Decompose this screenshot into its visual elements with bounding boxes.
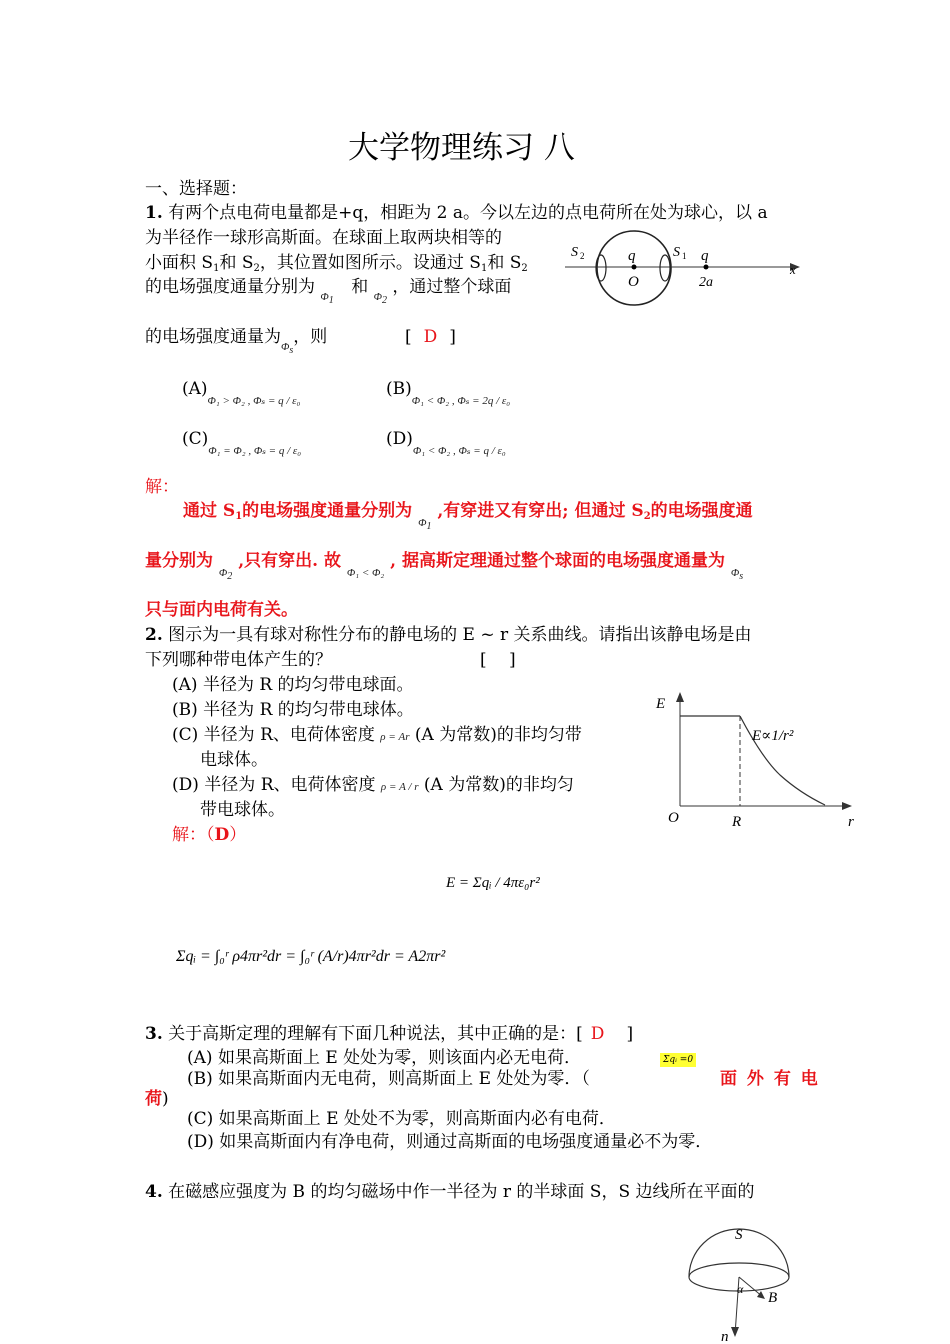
q2-option-b: (B) 半径为 R 的均匀带电球体。 bbox=[172, 700, 414, 720]
q3-option-b-cont: 荷) bbox=[145, 1089, 169, 1109]
svg-text:E: E bbox=[656, 696, 666, 712]
q3-option-c: (C) 如果高斯面上 E 处处不为零，则高斯面内必有电荷． bbox=[187, 1109, 616, 1129]
q2-option-a: (A) 半径为 R 的均匀带电球面。 bbox=[172, 675, 414, 695]
q2-line2: 下列哪种带电体产生的？ bbox=[145, 650, 332, 670]
svg-text:E∝1/r²: E∝1/r² bbox=[752, 728, 794, 744]
formula-e: E = Σqᵢ / 4πε₀r² bbox=[446, 875, 540, 891]
q3-highlight-note: Σqᵢ =0 bbox=[660, 1046, 696, 1071]
svg-text:x: x bbox=[790, 262, 796, 277]
q2-solution: 解：（D） bbox=[172, 825, 247, 845]
svg-text:α: α bbox=[737, 1282, 744, 1296]
q1-line3: 小面积 $S_1$和 $S_2$，其位置如图所示。设通过 $S_1$和 $S_2$ bbox=[145, 253, 528, 274]
q1-solution-line2: 量分别为 $_{\Phi_2}$ ,只有穿出. 故 $_{\Phi_1 < \Phi_2}$ , 据高斯定理通过整个球面的电场强度通量为 $_{\Phi_s}$ bbox=[145, 551, 744, 582]
q3-line1: 3. 关于高斯定理的理解有下面几种说法，其中正确的是：[ D ] bbox=[145, 1024, 634, 1044]
page-title: 大学物理练习 八 bbox=[348, 130, 575, 166]
q3-option-a: (A) 如果高斯面上 E 处处为零，则该面内必无电荷． bbox=[187, 1048, 582, 1068]
q1-line2: 为半径作一球形高斯面。在球面上取两块相等的 bbox=[145, 228, 502, 248]
svg-text:1: 1 bbox=[682, 251, 687, 261]
q2-answer-bracket: [ ] bbox=[480, 650, 516, 670]
q3-option-d: (D) 如果高斯面内有净电荷，则通过高斯面的电场强度通量必不为零． bbox=[187, 1132, 713, 1152]
hemisphere-figure bbox=[675, 1215, 805, 1343]
q1-line5: 的电场强度通量为$_{\Phi_s}$，则 bbox=[145, 327, 328, 356]
q1-option-b: $(B)_{\Phi_1 < \Phi_2 , \Phi_s = 2q / \varepsilon_0}$ bbox=[386, 379, 511, 407]
svg-text:q: q bbox=[628, 248, 636, 264]
q1-text: 有两个点电荷电量都是+q，相距为 2 a。今以左边的点电荷所在处为球心，以 a bbox=[168, 203, 768, 223]
q3-option-b: (B) 如果高斯面内无电荷，则高斯面上 E 处处为零．（ bbox=[187, 1069, 590, 1089]
q1-line1 bbox=[145, 202, 768, 224]
formula-sum-q: Σqᵢ = ∫₀ʳ ρ4πr²dr = ∫₀ʳ (A/r)4πr²dr = A2πr² bbox=[176, 948, 446, 965]
q2-option-c-cont: 电球体。 bbox=[200, 750, 268, 770]
svg-text:B: B bbox=[768, 1290, 778, 1306]
svg-text:n: n bbox=[721, 1329, 729, 1343]
q2-option-d-cont: 带电球体。 bbox=[200, 800, 285, 820]
svg-text:q: q bbox=[701, 248, 709, 264]
q1-solution-line1: 通过 $S_1$的电场强度通量分别为 $_{\Phi_1}$ ,有穿进又有穿出; 但通过 $S_2$的电场强度通 bbox=[183, 501, 753, 532]
q1-answer: [ D ] bbox=[405, 327, 456, 347]
svg-text:2a: 2a bbox=[699, 275, 713, 290]
svg-text:S: S bbox=[673, 245, 680, 260]
section-heading: 一、选择题： bbox=[145, 179, 247, 199]
q4-line1: 4. 在磁感应强度为 B 的均匀磁场中作一半径为 r 的半球面 S，S 边线所在平面的 bbox=[145, 1182, 755, 1202]
q1-option-a: $(A)_{\Phi_1 > \Phi_2 , \Phi_s = q / \varepsilon_0}$ bbox=[182, 379, 301, 407]
q2-option-c: (C) 半径为 R、电荷体密度 ρ = Ar (A 为常数)的非均匀带 bbox=[172, 725, 582, 745]
q1-solution-line3: 只与面内电荷有关。 bbox=[145, 600, 298, 620]
q1-option-c: $(C)_{\Phi_1 = \Phi_2 , \Phi_s = q / \varepsilon_0}$ bbox=[182, 429, 302, 457]
gauss-sphere-figure bbox=[565, 228, 805, 310]
q1-number: 1. bbox=[145, 203, 163, 223]
q2-line1: 2. 图示为一具有球对称性分布的静电场的 E ~ r 关系曲线。请指出该静电场是由 bbox=[145, 625, 752, 645]
q1-line4: 的电场强度通量分别为 $_{\Phi_1}$ 和 $_{\Phi_2}$ ，通过整个球面 bbox=[145, 277, 512, 306]
q1-option-d: $(D)_{\Phi_1 < \Phi_2 , \Phi_s = q / \varepsilon_0}$ bbox=[386, 429, 506, 457]
svg-text:S: S bbox=[735, 1227, 743, 1243]
svg-text:R: R bbox=[732, 814, 742, 830]
svg-text:O: O bbox=[628, 274, 639, 290]
q2-option-d: (D) 半径为 R、电荷体密度 ρ = A / r (A 为常数)的非均匀 bbox=[172, 775, 574, 795]
q1-solution-label: 解： bbox=[145, 477, 179, 497]
q3-option-b-note: 面 外 有 电 bbox=[720, 1069, 820, 1089]
svg-text:O: O bbox=[668, 810, 679, 826]
svg-text:r: r bbox=[848, 814, 854, 830]
e-r-graph bbox=[650, 688, 865, 833]
fig-s2: S bbox=[571, 245, 578, 260]
svg-text:2: 2 bbox=[580, 251, 585, 261]
